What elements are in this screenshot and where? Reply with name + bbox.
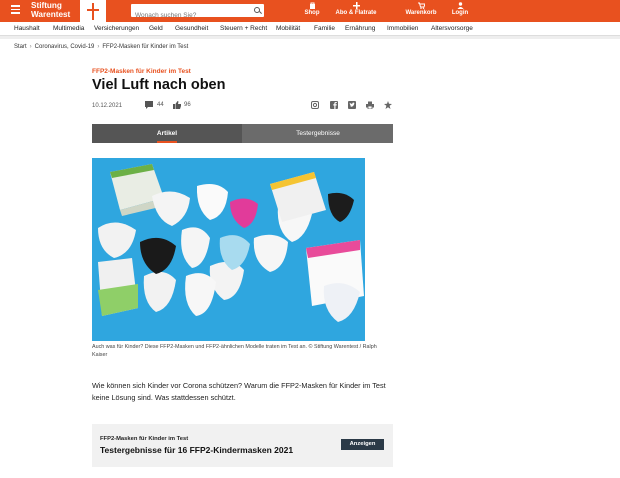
shop-label: Shop — [304, 10, 320, 16]
login-label: Login — [451, 10, 469, 16]
nav-item-versicherungen[interactable]: Versicherungen — [94, 25, 140, 32]
user-icon — [457, 2, 464, 9]
logo-text[interactable]: Stiftung Warentest — [31, 1, 71, 19]
login-link[interactable] — [448, 2, 472, 16]
page-title: Viel Luft nach oben — [92, 77, 226, 93]
plus-icon — [353, 2, 360, 9]
nav-item-geld[interactable]: Geld — [149, 25, 163, 32]
teaser-kicker: FFP2-Masken für Kinder im Test — [100, 436, 189, 442]
article-tabs — [92, 124, 393, 143]
shop-link[interactable] — [300, 2, 324, 16]
thumbs-up-icon[interactable] — [173, 101, 181, 109]
twitter-icon[interactable] — [348, 101, 356, 109]
like-count[interactable]: 96 — [184, 102, 191, 108]
breadcrumb-item[interactable]: Coronavirus, Covid-19 — [34, 44, 95, 50]
article-image — [92, 158, 365, 341]
abo-label: Abo & Flatrate — [335, 10, 377, 16]
cart-link[interactable] — [401, 2, 441, 16]
teaser-title: Testergebnisse für 16 FFP2-Kindermasken 2021 — [100, 445, 294, 455]
nav-item-gesundheit[interactable]: Gesundheit — [175, 25, 209, 32]
nav-item-immobilien[interactable]: Immobilien — [387, 25, 419, 32]
tab-artikel[interactable]: Artikel — [92, 124, 242, 143]
abo-link[interactable] — [330, 2, 382, 16]
facebook-icon[interactable] — [330, 101, 338, 109]
cart-icon — [418, 2, 425, 9]
nav-item-haushalt[interactable]: Haushalt — [14, 25, 40, 32]
cart-label: Warenkorb — [405, 10, 437, 16]
print-icon[interactable] — [366, 101, 374, 109]
divider — [0, 36, 620, 39]
search-input[interactable] — [131, 9, 249, 22]
comment-icon[interactable] — [145, 101, 153, 109]
tab-testergebnisse[interactable]: Testergebnisse — [296, 130, 340, 137]
nav-item-altersvorsorge[interactable]: Altersvorsorge — [431, 25, 473, 32]
comment-count[interactable]: 44 — [157, 102, 164, 108]
menu-icon[interactable] — [11, 5, 20, 14]
show-button[interactable]: Anzeigen — [341, 439, 384, 450]
nav-item-ernaehrung[interactable]: Ernährung — [345, 25, 376, 32]
nav-item-multimedia[interactable]: Multimedia — [53, 25, 85, 32]
star-icon[interactable] — [384, 101, 392, 109]
article-kicker: FFP2-Masken für Kinder im Test — [92, 68, 191, 75]
breadcrumb-item[interactable]: Start — [14, 44, 27, 50]
nav-item-mobilitaet[interactable]: Mobilität — [276, 25, 301, 32]
nav-item-familie[interactable]: Familie — [314, 25, 335, 32]
image-caption: Auch was für Kinder? Diese FFP2-Masken und FFP2-ähnlichen Modelle traten im Test an. © Stiftung Warentest / Ralph Kaiser — [92, 344, 377, 358]
search-box[interactable] — [131, 4, 264, 17]
top-bar — [0, 0, 620, 22]
bag-icon — [309, 2, 316, 9]
masks-photo — [92, 158, 365, 341]
breadcrumb-item[interactable]: FFP2-Masken für Kinder im Test — [102, 44, 189, 50]
article-intro: Wie können sich Kinder vor Corona schützen? Warum die FFP2-Masken für Kinder im Test keine Lösung sind. Was stattdessen schützt. — [92, 381, 386, 402]
main-nav — [0, 22, 620, 36]
logo-icon[interactable] — [80, 0, 106, 22]
nav-item-steuern[interactable]: Steuern + Recht — [220, 25, 268, 32]
search-icon[interactable] — [254, 7, 260, 13]
article-date: 10.12.2021 — [92, 103, 123, 109]
instagram-icon[interactable] — [311, 101, 319, 109]
breadcrumb: Start › Coronavirus, Covid-19 › FFP2-Masken für Kinder im Test — [14, 44, 189, 50]
results-teaser — [92, 424, 393, 467]
